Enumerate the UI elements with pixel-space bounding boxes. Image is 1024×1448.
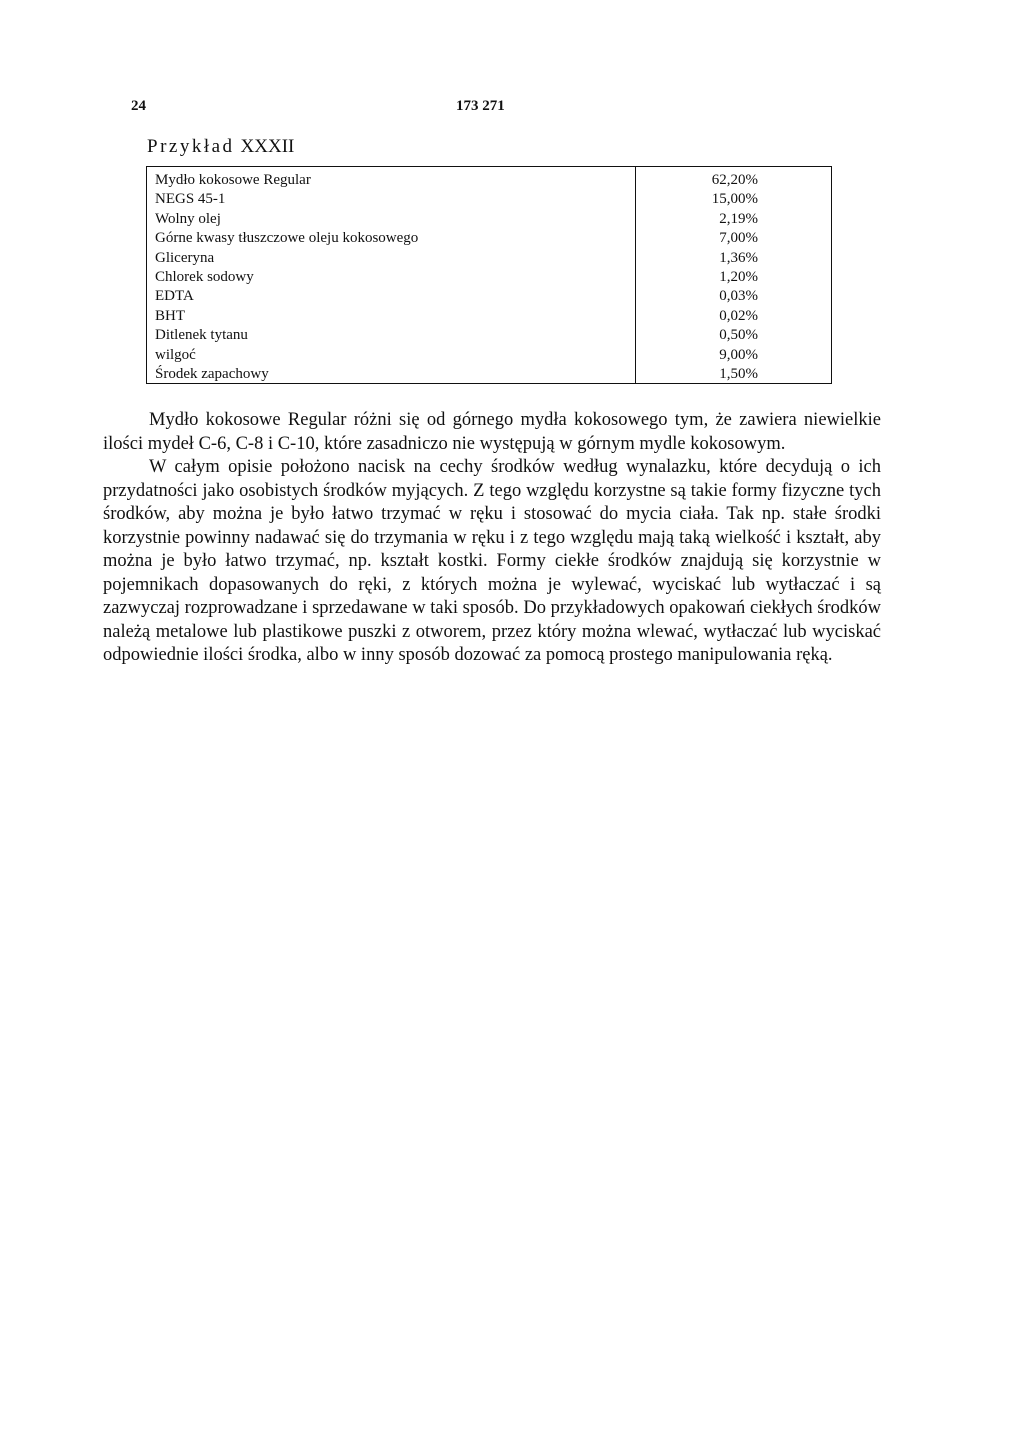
ingredient-name: Górne kwasy tłuszczowe oleju kokosowego xyxy=(155,230,419,247)
ingredient-percentage: 1,50% xyxy=(719,365,758,382)
ingredient-column xyxy=(147,167,636,383)
example-heading xyxy=(147,136,294,158)
ingredient-percentage: 62,20% xyxy=(711,172,758,188)
ingredient-percentage: 0,50% xyxy=(719,327,758,344)
ingredient-name: Wolny olej xyxy=(155,210,221,227)
example-numeral: XXXII xyxy=(240,136,295,157)
paragraph: Mydło kokosowe Regular różni się od górnego mydła kokosowego tym, że zawiera niewielkie ilości mydeł C-6, C-8 i C-10, które zasadniczo nie występują w górnym mydle kokosowym. xyxy=(103,410,881,454)
ingredient-percentage: 7,00% xyxy=(719,230,758,247)
ingredient-name: EDTA xyxy=(155,288,194,305)
ingredient-name: NEGS 45-1 xyxy=(155,191,226,208)
page-header xyxy=(0,98,1024,120)
body-text xyxy=(103,409,881,668)
ingredient-percentage: 9,00% xyxy=(719,346,758,363)
ingredient-name: Ditlenek tytanu xyxy=(155,327,248,344)
page-number: 24 xyxy=(131,98,146,114)
ingredient-percentage: 15,00% xyxy=(711,191,758,208)
ingredient-name: wilgoć xyxy=(155,346,196,363)
ingredient-percentage: 2,19% xyxy=(719,210,758,227)
ingredient-name: BHT xyxy=(155,307,185,324)
ingredient-percentage: 1,20% xyxy=(719,268,758,285)
ingredient-name: Środek zapachowy xyxy=(155,365,269,382)
percentage-column xyxy=(636,167,831,383)
paragraph: W całym opisie położono nacisk na cechy środków według wynalazku, które decydują o ich przydatności jako osobistych środków myjących. Z tego względu korzystne są takie formy fizyczne tych środków, aby można je było łatwo trzymać w ręku i stosować do mycia ciała. Tak np. stałe środki korzystnie powinny nadawać się do trzymania w ręku i z tego względu mają taką wielkość i kształt, aby można je było łatwo trzymać, np. kształt kostki. Formy ciekłe środków znajdują się korzystnie w pojemnikach dopasowanych do ręki, z których można je wylewać, wyciskać lub wytłaczać i są zazwyczaj rozprowadzane i sprzedawane w taki sposób. Do przykładowych opakowań ciekłych środków należą metalowe lub plastikowe puszki z otworem, przez który można wlewać, wytłaczać lub wyciskać odpowiednie ilości środka, albo w inny sposób dozować za pomocą prostego manipulowania ręką. xyxy=(103,457,881,665)
ingredient-percentage: 0,02% xyxy=(719,307,758,324)
ingredient-percentage: 0,03% xyxy=(719,288,758,305)
composition-table xyxy=(146,166,832,384)
ingredient-name: Chlorek sodowy xyxy=(155,268,254,285)
example-label: Przykład xyxy=(147,136,235,157)
ingredient-name: Gliceryna xyxy=(155,249,215,266)
ingredient-name: Mydło kokosowe Regular xyxy=(155,172,311,188)
ingredient-percentage: 1,36% xyxy=(719,249,758,266)
document-number: 173 271 xyxy=(456,98,505,114)
